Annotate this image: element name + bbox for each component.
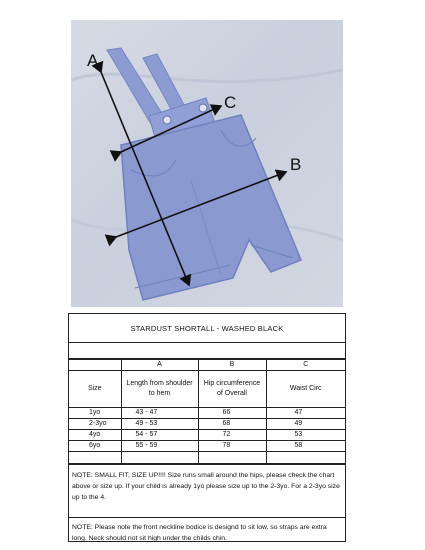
hip-cell: 78 xyxy=(198,441,266,452)
neckline-note: NOTE: Please note the front neckline bodice is designd to sit low, so straps are extra long. Neck should not sit high under the childs chin. xyxy=(72,524,327,543)
size-heading: Size xyxy=(69,371,121,408)
table-row xyxy=(69,441,345,452)
table-row-empty xyxy=(69,452,345,464)
label-a: A xyxy=(87,51,99,70)
size-cell: 4yo xyxy=(69,430,121,441)
heading-row xyxy=(69,371,345,408)
spacer-row xyxy=(69,343,345,359)
table-row xyxy=(69,430,345,441)
empty-cell xyxy=(121,452,198,464)
waist-cell: 49 xyxy=(266,419,345,430)
letter-a: A xyxy=(121,360,198,371)
heading-c: Waist Circ xyxy=(266,371,345,408)
blank-cell xyxy=(69,360,121,371)
letter-b: B xyxy=(198,360,266,371)
shorts-body xyxy=(121,115,301,300)
length-cell: 54 - 57 xyxy=(121,430,198,441)
shortall-illustration xyxy=(71,20,343,307)
letter-row xyxy=(69,360,345,371)
waist-cell: 53 xyxy=(266,430,345,441)
heading-a xyxy=(121,371,198,408)
label-b: B xyxy=(290,155,302,174)
label-c: C xyxy=(224,93,237,112)
product-photo xyxy=(71,20,343,307)
empty-cell xyxy=(69,452,121,464)
size-chart xyxy=(68,313,346,542)
length-cell: 49 - 53 xyxy=(121,419,198,430)
letter-c: C xyxy=(266,360,345,371)
heading-b xyxy=(198,371,266,408)
size-cell: 1yo xyxy=(69,408,121,419)
waist-cell: 47 xyxy=(266,408,345,419)
heading-b-line1: Hip circumference xyxy=(203,380,261,387)
table-row xyxy=(69,419,345,430)
length-cell: 43 - 47 xyxy=(121,408,198,419)
fit-note: NOTE: SMALL FIT, SIZE UP!!!! Size runs small around the hips, please check the chart above or size up. If your child is already 1yo please size up to the 2-3yo. For a 2-3yo size up to the 4. xyxy=(69,464,345,518)
table-row xyxy=(69,408,345,419)
length-cell: 55 - 59 xyxy=(121,441,198,452)
hip-cell: 66 xyxy=(198,408,266,419)
empty-cell xyxy=(266,452,345,464)
heading-a-line1: Length from shoulder xyxy=(126,380,193,387)
waist-cell: 58 xyxy=(266,441,345,452)
heading-b-line2: of Overall xyxy=(217,390,247,397)
chart-title: STARDUST SHORTALL - WASHED BLACK xyxy=(69,314,345,343)
hip-cell: 68 xyxy=(198,419,266,430)
size-table xyxy=(69,359,345,464)
hip-cell: 72 xyxy=(198,430,266,441)
empty-cell xyxy=(198,452,266,464)
size-cell: 2-3yo xyxy=(69,419,121,430)
heading-a-line2: to hem xyxy=(148,390,171,397)
size-cell: 6yo xyxy=(69,441,121,452)
